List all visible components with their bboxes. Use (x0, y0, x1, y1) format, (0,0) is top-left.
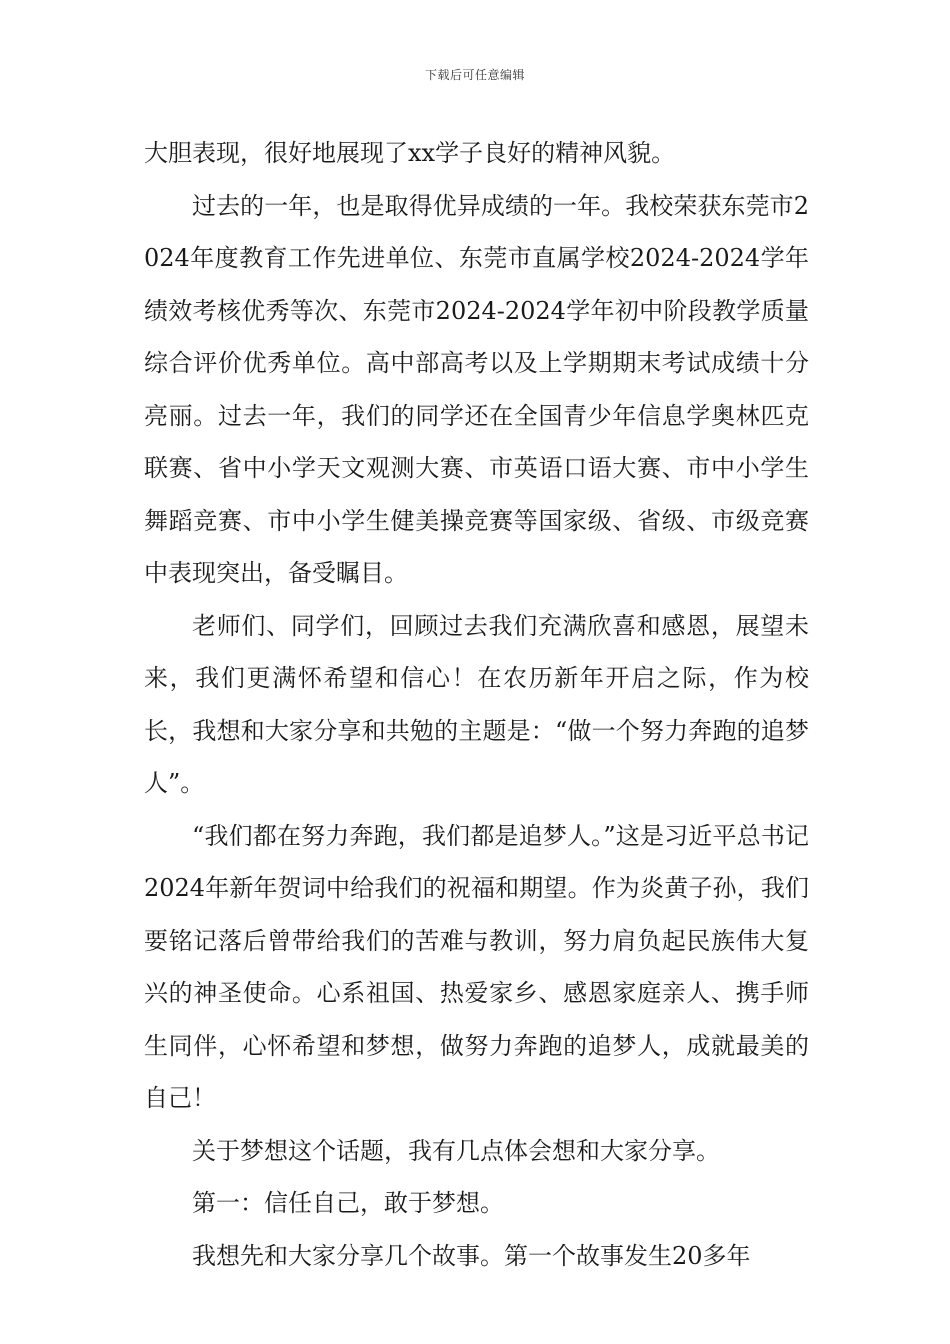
paragraph-continued: 大胆表现，很好地展现了xx学子良好的精神风貌。 (144, 139, 676, 167)
paragraph-dream-quote: “我们都在努力奔跑，我们都是追梦人。”这是习近平总书记2024年新年贺词中给我们的祝福和期望。作为炎黄子孙，我们要铭记落后曾带给我们的苦难与教训，努力肩负起民族伟大复兴的神圣使命。心系祖国、热爱家乡、感恩家庭亲人、携手师生同伴，心怀希望和梦想，做努力奔跑的追梦人，成就最美的自己！ (144, 821, 809, 1112)
page-header-note: 下载后可任意编辑 (424, 68, 525, 82)
paragraph-achievements: 过去的一年，也是取得优异成绩的一年。我校荣获东莞市2024年度教育工作先进单位、东莞市直属学校2024-2024学年绩效考核优秀等次、东莞市2024-2024学年初中阶段教学质量综合评价优秀单位。高中部高考以及上学期期末考试成绩十分亮丽。过去一年，我们的同学还在全国青少年信息学奥林匹克联赛、省中小学天文观测大赛、市英语口语大赛、市中小学生舞蹈竞赛、市中小学生健美操竞赛等国家级、省级、市级竞赛中表现突出，备受瞩目。 (144, 191, 809, 587)
paragraph-theme: 老师们、同学们，回顾过去我们充满欣喜和感恩，展望未来，我们更满怀希望和信心！在农历新年开启之际，作为校长，我想和大家分享和共勉的主题是：“做一个努力奔跑的追梦人”。 (144, 611, 809, 797)
paragraph-point-one: 第一：信任自己，敢于梦想。 (192, 1189, 504, 1217)
paragraph-dream-topic: 关于梦想这个话题，我有几点体会想和大家分享。 (192, 1136, 720, 1165)
paragraph-story-intro: 我想先和大家分享几个故事。第一个故事发生20多年 (192, 1241, 751, 1270)
document-body (144, 127, 809, 1282)
